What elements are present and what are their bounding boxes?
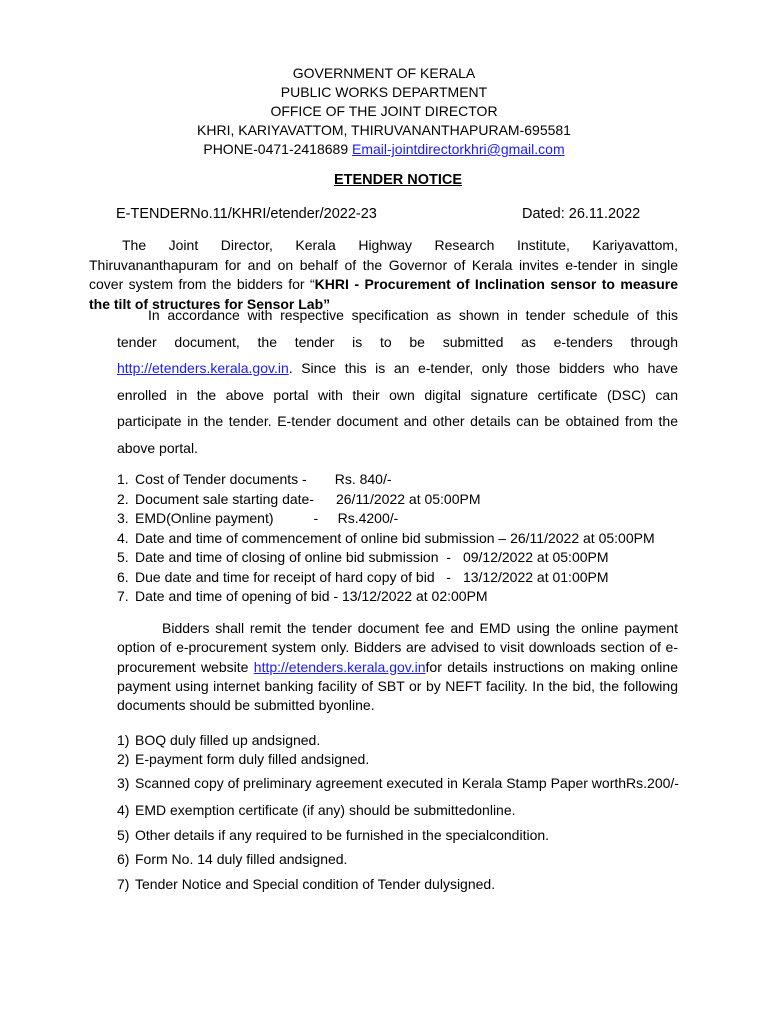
etenders-link-2[interactable]: http://etenders.kerala.gov.in: [253, 658, 426, 675]
schedule-item: 4. Date and time of commencement of online bid submission – 26/11/2022 at 05:00PM: [117, 529, 655, 546]
schedule-item: 3. EMD(Online payment) - Rs.4200/-: [117, 510, 399, 526]
notice-title: ETENDER NOTICE: [333, 172, 463, 188]
schedule-item: 1. Cost of Tender documents - Rs. 840/-: [117, 471, 392, 487]
email-link[interactable]: Email-jointdirectorkhri@gmail.com: [352, 141, 565, 157]
header-phone: PHONE-0471-2418689: [203, 141, 349, 157]
intro-text: The Joint Director, Kerala Highway Research Institute, Kariyavattom, Thiruvananthapuram for and on behalf of the Governor of Kerala invites e-tender in single cover system from the bidders for “: [89, 237, 678, 292]
header-government: GOVERNMENT OF KERALA: [292, 65, 476, 81]
document-item: 4) EMD exemption certificate (if any) should be submittedonline.: [117, 802, 516, 818]
header-department: PUBLIC WORKS DEPARTMENT: [280, 84, 488, 100]
header-contact: [0, 140, 768, 158]
document-item: 7) Tender Notice and Special condition of Tender dulysigned.: [117, 876, 496, 892]
tender-subject: KHRI - Procurement of Inclination sensor to measure the tilt of structures for Sensor Lab”: [89, 276, 679, 312]
schedule-item: 6. Due date and time for receipt of hard copy of bid - 13/12/2022 at 01:00PM: [117, 568, 609, 585]
document-item: 5) Other details if any required to be furnished in the specialcondition.: [117, 827, 550, 843]
etenders-link[interactable]: http://etenders.kerala.gov.in: [117, 360, 289, 376]
header-address: KHRI, KARIYAVATTOM, THIRUVANANTHAPURAM-695581: [197, 122, 571, 138]
spec-text-after: . Since this is an e-tender, only those bidders who have enrolled in the above portal with their own digital signature certificate (DSC) can participate in the tender. E-tender document and other details can be obtained from the above portal.: [117, 360, 678, 456]
schedule-item: 2. Document sale starting date- 26/11/2022 at 05:00PM: [117, 490, 481, 507]
schedule-item: 7. Date and time of opening of bid - 13/12/2022 at 02:00PM: [117, 588, 488, 604]
schedule-list: [117, 470, 717, 607]
payment-paragraph: [117, 619, 678, 715]
document-item: 1) BOQ duly filled up andsigned.: [117, 732, 321, 748]
document-item: 3) Scanned copy of preliminary agreement executed in Kerala Stamp Paper worthRs.200/-: [117, 775, 679, 791]
specification-paragraph: [117, 302, 678, 461]
schedule-item: 5. Date and time of closing of online bid submission - 09/12/2022 at 05:00PM: [117, 549, 609, 565]
payment-text-before: Bidders shall remit the tender document fee and EMD using the online payment option of e-procurement system only. Bidders are advised to visit downloads section of e-procurement website: [117, 620, 678, 675]
payment-text-after: for details instructions on making online payment using internet banking facility of SBT or by NEFT facility. In the bid, the following documents should be submitted byonline.: [117, 658, 678, 714]
spec-text-before: In accordance with respective specification as shown in tender schedule of this tender document, the tender is to be submitted as e-tenders through: [117, 307, 678, 350]
document-item: 2) E-payment form duly filled andsigned.: [117, 751, 370, 767]
notice-date: Dated: 26.11.2022: [522, 206, 641, 222]
header-office: OFFICE OF THE JOINT DIRECTOR: [270, 103, 498, 119]
document-item: 6) Form No. 14 duly filled andsigned.: [117, 851, 348, 867]
tender-number: E-TENDERNo.11/KHRI/etender/2022-23: [116, 206, 377, 222]
